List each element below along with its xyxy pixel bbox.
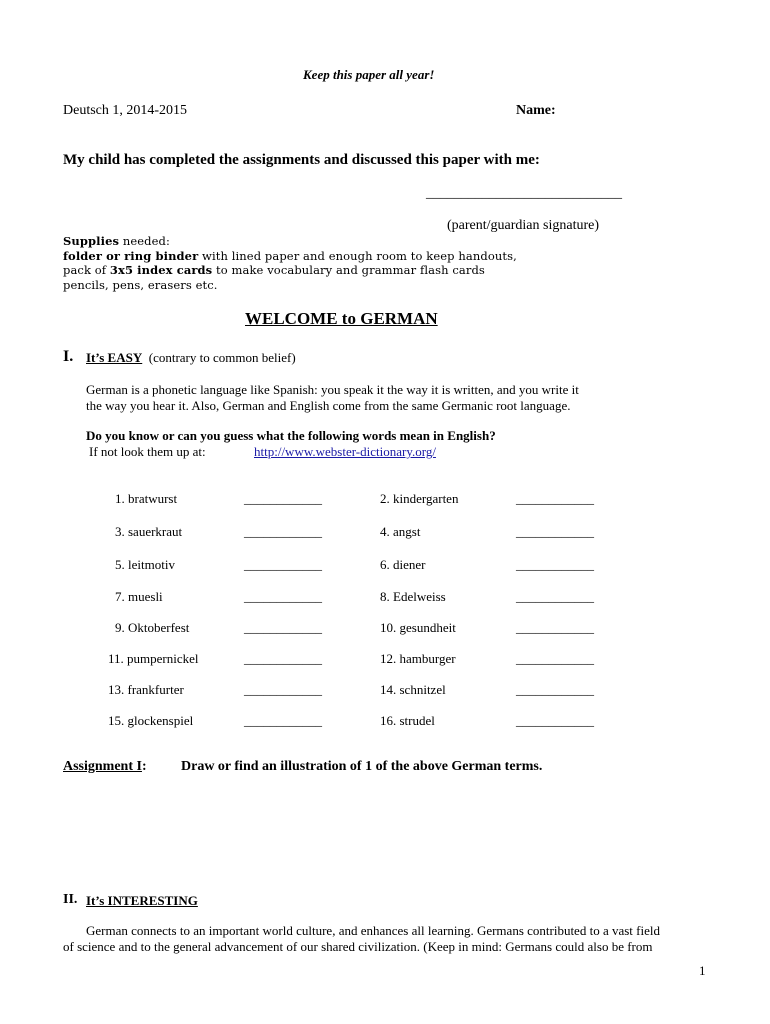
supplies-line-3: pencils, pens, erasers etc. (63, 278, 218, 292)
vocab-term: 14. schnitzel (380, 682, 446, 697)
supplies-binder-note: with lined paper and enough room to keep handouts, (198, 249, 517, 263)
answer-blank: ____________ (244, 557, 322, 572)
supplies-line-1 (63, 249, 517, 263)
section1-heading-row (86, 350, 296, 366)
signature-line: ____________________________ (426, 186, 622, 201)
answer-blank: ____________ (516, 491, 594, 506)
answer-blank: ____________ (516, 620, 594, 635)
section2-numeral: II. (63, 892, 78, 907)
keep-notice: Keep this paper all year! (303, 67, 435, 82)
answer-blank: ____________ (516, 713, 594, 728)
vocab-term: 1. bratwurst (115, 491, 178, 506)
supplies-heading-bold: Supplies (63, 234, 120, 248)
supplies-index-cards: 3x5 index cards (109, 263, 213, 277)
section1-para-line-1: German is a phonetic language like Spanish: you speak it the way it is written, and you write it (86, 382, 579, 397)
assignment1-label-row (63, 759, 147, 775)
course-label: Deutsch 1, 2014-2015 (63, 103, 188, 118)
answer-blank: ____________ (516, 524, 594, 539)
vocab-term: 6. diener (380, 557, 426, 572)
supplies-index-note: to make vocabulary and grammar flash cards (212, 263, 485, 277)
section1-subheading: (contrary to common belief) (148, 350, 296, 365)
page-title: WELCOME to GERMAN (245, 309, 438, 328)
answer-blank: ____________ (244, 682, 322, 697)
section1-heading: It’s EASY (86, 350, 143, 365)
signoff-statement: My child has completed the assignments and discussed this paper with me: (63, 152, 540, 168)
vocab-term: 5. leitmotiv (115, 557, 175, 572)
lookup-label: If not look them up at: (89, 444, 206, 459)
answer-blank: ____________ (244, 491, 322, 506)
vocab-term: 16. strudel (380, 713, 435, 728)
vocab-term: 11. pumpernickel (108, 651, 199, 666)
signature-caption: (parent/guardian signature) (447, 218, 599, 233)
vocab-term: 4. angst (380, 524, 421, 539)
section1-para-line-2: the way you hear it. Also, German and English come from the same Germanic root language. (86, 398, 571, 413)
supplies-binder: folder or ring binder (63, 249, 199, 263)
vocab-term: 3. sauerkraut (115, 524, 183, 539)
answer-blank: ____________ (244, 589, 322, 604)
vocab-question: Do you know or can you guess what the following words mean in English? (86, 428, 496, 443)
vocab-term: 2. kindergarten (380, 491, 459, 506)
answer-blank: ____________ (244, 713, 322, 728)
name-label: Name: (516, 103, 556, 118)
section2-para-line-1: German connects to an important world culture, and enhances all learning. Germans contributed to a vast field (86, 923, 660, 938)
supplies-pack-pre: pack of (63, 263, 110, 277)
vocab-term: 15. glockenspiel (108, 713, 194, 728)
vocab-term: 9. Oktoberfest (115, 620, 190, 635)
section2-heading: It’s INTERESTING (86, 893, 198, 908)
answer-blank: ____________ (244, 620, 322, 635)
answer-blank: ____________ (244, 524, 322, 539)
supplies-heading (63, 234, 170, 248)
vocab-term: 7. muesli (115, 589, 163, 604)
answer-blank: ____________ (516, 651, 594, 666)
supplies-line-2 (63, 263, 485, 277)
assignment1-text: Draw or find an illustration of 1 of the above German terms. (181, 759, 543, 774)
dictionary-link[interactable]: http://www.webster-dictionary.org/ (254, 444, 436, 459)
page-number: 1 (699, 963, 706, 978)
answer-blank: ____________ (244, 651, 322, 666)
assignment1-label: Assignment I (63, 759, 142, 774)
vocab-term: 13. frankfurter (108, 682, 184, 697)
vocab-term: 10. gesundheit (380, 620, 456, 635)
vocab-term: 12. hamburger (380, 651, 456, 666)
assignment1-colon: : (141, 759, 147, 774)
answer-blank: ____________ (516, 682, 594, 697)
supplies-heading-rest: needed: (119, 234, 170, 248)
vocab-term: 8. Edelweiss (380, 589, 446, 604)
section2-para-line-2: of science and to the general advancement of our shared civilization. (Keep in mind: Germans could also be from (63, 939, 653, 954)
answer-blank: ____________ (516, 589, 594, 604)
section1-numeral: I. (63, 348, 74, 365)
answer-blank: ____________ (516, 557, 594, 572)
